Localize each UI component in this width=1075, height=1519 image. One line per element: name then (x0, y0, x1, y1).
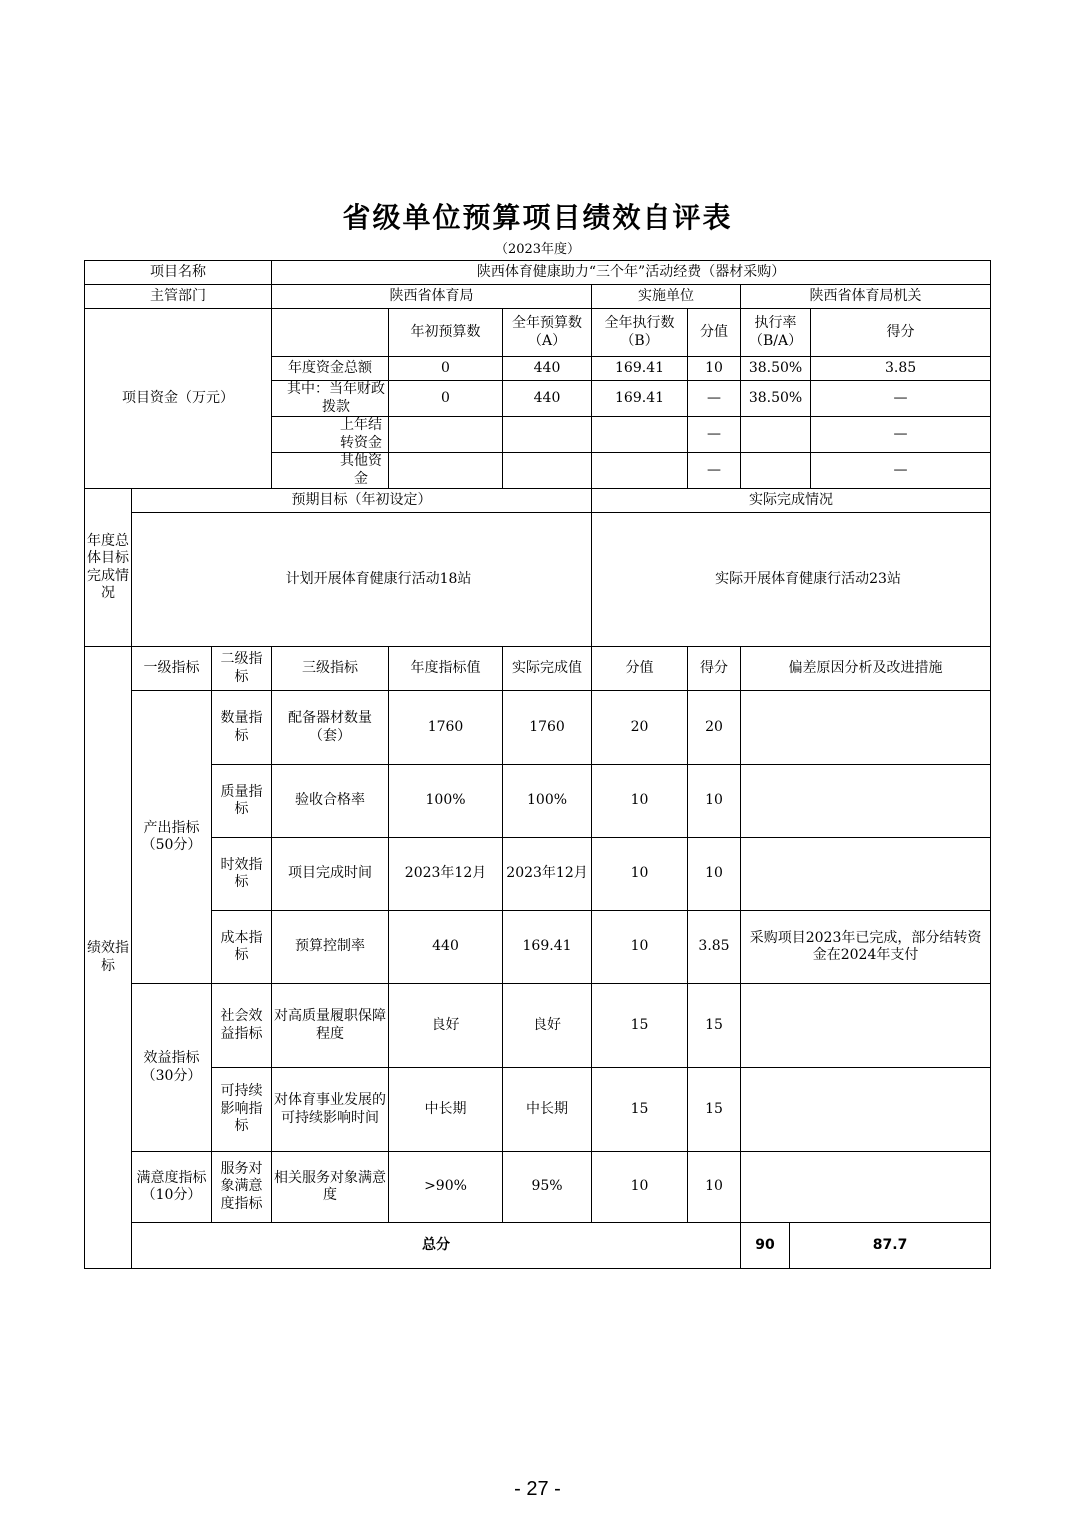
funds-row-score: — (811, 453, 991, 489)
ind-l2: 社会效益指标 (212, 984, 272, 1068)
ind-actual: 95% (503, 1152, 592, 1223)
ind-header-reason: 偏差原因分析及改进措施 (741, 647, 991, 691)
funds-row-full (503, 453, 592, 489)
funds-row-name: 年度资金总额 (272, 357, 389, 381)
indicator-row (85, 1068, 991, 1152)
ind-reason (741, 691, 991, 765)
ind-target: 100% (389, 765, 503, 838)
ind-l3: 对高质量履职保障程度 (272, 984, 389, 1068)
page-number: - 27 - (514, 1478, 561, 1500)
ind-score: 15 (688, 984, 741, 1068)
funds-row-score-val: 10 (688, 357, 741, 381)
ind-score: 10 (688, 838, 741, 911)
ind-actual: 100% (503, 765, 592, 838)
ind-score-val: 20 (592, 691, 688, 765)
goals-actual: 实际开展体育健康行活动23站 (592, 513, 991, 647)
funds-row-score: — (811, 381, 991, 417)
ind-score-val: 10 (592, 765, 688, 838)
ind-l3: 配备器材数量（套） (272, 691, 389, 765)
funds-row-initial (389, 417, 503, 453)
goals-header-row (85, 489, 991, 513)
ind-score: 20 (688, 691, 741, 765)
ind-reason (741, 838, 991, 911)
funds-header-rate: 执行率（B/A） (741, 309, 811, 357)
ind-l2: 时效指标 (212, 838, 272, 911)
total-row (85, 1223, 991, 1269)
indicators-label: 绩效指标 (85, 647, 132, 1269)
ind-header-l1: 一级指标 (132, 647, 212, 691)
ind-l3: 验收合格率 (272, 765, 389, 838)
ind-reason (741, 765, 991, 838)
evaluation-table (84, 260, 991, 1269)
document-year: （2023年度） (494, 242, 581, 257)
ind-score-val: 15 (592, 1068, 688, 1152)
benefit-label: 效益指标（30分） (132, 984, 212, 1152)
impl-value: 陕西省体育局机关 (741, 285, 991, 309)
project-value: 陕西体育健康助力“三个年”活动经费（器材采购） (272, 261, 991, 285)
funds-row-exec (592, 453, 688, 489)
ind-reason (741, 1068, 991, 1152)
funds-row-name: 其他资金 (272, 453, 389, 489)
ind-l3: 相关服务对象满意度 (272, 1152, 389, 1223)
funds-row-full (503, 417, 592, 453)
satisfaction-label: 满意度指标（10分） (132, 1152, 212, 1223)
ind-score-val: 10 (592, 911, 688, 984)
funds-row-full: 440 (503, 357, 592, 381)
impl-label: 实施单位 (592, 285, 741, 309)
goals-expected-label: 预期目标（年初设定） (132, 489, 592, 513)
funds-blank-header (272, 309, 389, 357)
indicator-row (85, 1152, 991, 1223)
ind-header-target: 年度指标值 (389, 647, 503, 691)
project-row (85, 261, 991, 285)
ind-l3: 预算控制率 (272, 911, 389, 984)
funds-row-rate: 38.50% (741, 357, 811, 381)
dept-label: 主管部门 (85, 285, 272, 309)
ind-score-val: 10 (592, 838, 688, 911)
ind-l2: 质量指标 (212, 765, 272, 838)
funds-row-score-val: — (688, 381, 741, 417)
ind-score: 10 (688, 765, 741, 838)
ind-score: 15 (688, 1068, 741, 1152)
indicators-header-row (85, 647, 991, 691)
ind-target: 1760 (389, 691, 503, 765)
ind-target: 2023年12月 (389, 838, 503, 911)
funds-row-name: 其中：当年财政拨款 (272, 381, 389, 417)
ind-score: 3.85 (688, 911, 741, 984)
funds-header-initial: 年初预算数 (389, 309, 503, 357)
funds-row-score: — (811, 417, 991, 453)
goals-actual-label: 实际完成情况 (592, 489, 991, 513)
ind-header-actual: 实际完成值 (503, 647, 592, 691)
indicator-row (85, 765, 991, 838)
funds-row-score-val: — (688, 453, 741, 489)
ind-actual: 良好 (503, 984, 592, 1068)
ind-l3: 项目完成时间 (272, 838, 389, 911)
ind-target: 440 (389, 911, 503, 984)
ind-target: 中长期 (389, 1068, 503, 1152)
goals-label: 年度总体目标完成情况 (85, 489, 132, 647)
ind-target: 良好 (389, 984, 503, 1068)
ind-score-val: 10 (592, 1152, 688, 1223)
ind-target: >90% (389, 1152, 503, 1223)
goals-content-row (85, 513, 991, 647)
ind-header-l2: 二级指标 (212, 647, 272, 691)
total-score-val: 90 (741, 1223, 790, 1269)
ind-score-val: 15 (592, 984, 688, 1068)
indicator-row (85, 984, 991, 1068)
funds-header-score-val: 分值 (688, 309, 741, 357)
project-label: 项目名称 (85, 261, 272, 285)
ind-reason: 采购项目2023年已完成，部分结转资金在2024年支付 (741, 911, 991, 984)
funds-row-score-val: — (688, 417, 741, 453)
funds-row-rate (741, 417, 811, 453)
funds-header-full: 全年预算数（A） (503, 309, 592, 357)
funds-row-initial: 0 (389, 357, 503, 381)
total-label: 总分 (132, 1223, 741, 1269)
output-label: 产出指标（50分） (132, 691, 212, 984)
ind-l2: 成本指标 (212, 911, 272, 984)
funds-row-rate (741, 453, 811, 489)
funds-row-score: 3.85 (811, 357, 991, 381)
ind-actual: 中长期 (503, 1068, 592, 1152)
funds-header-exec: 全年执行数（B） (592, 309, 688, 357)
funds-row-rate: 38.50% (741, 381, 811, 417)
ind-reason (741, 984, 991, 1068)
funds-header-score: 得分 (811, 309, 991, 357)
ind-reason (741, 1152, 991, 1223)
ind-header-score: 得分 (688, 647, 741, 691)
indicator-row (85, 691, 991, 765)
document-title: 省级单位预算项目绩效自评表 (342, 201, 733, 234)
ind-l2: 数量指标 (212, 691, 272, 765)
ind-actual: 1760 (503, 691, 592, 765)
funds-row-initial (389, 453, 503, 489)
funds-row-name: 上年结转资金 (272, 417, 389, 453)
funds-row-exec (592, 417, 688, 453)
ind-l2: 服务对象满意度指标 (212, 1152, 272, 1223)
ind-actual: 169.41 (503, 911, 592, 984)
indicator-row (85, 838, 991, 911)
funds-row-exec: 169.41 (592, 381, 688, 417)
ind-header-score-val: 分值 (592, 647, 688, 691)
indicator-row (85, 911, 991, 984)
funds-label: 项目资金（万元） (85, 309, 272, 489)
ind-actual: 2023年12月 (503, 838, 592, 911)
funds-row-initial: 0 (389, 381, 503, 417)
funds-header-row (85, 309, 991, 357)
ind-l3: 对体育事业发展的可持续影响时间 (272, 1068, 389, 1152)
dept-value: 陕西省体育局 (272, 285, 592, 309)
funds-row-full: 440 (503, 381, 592, 417)
ind-l2: 可持续影响指标 (212, 1068, 272, 1152)
goals-expected: 计划开展体育健康行活动18站 (132, 513, 592, 647)
department-row (85, 285, 991, 309)
funds-row-exec: 169.41 (592, 357, 688, 381)
total-score: 87.7 (790, 1223, 991, 1269)
ind-header-l3: 三级指标 (272, 647, 389, 691)
ind-score: 10 (688, 1152, 741, 1223)
